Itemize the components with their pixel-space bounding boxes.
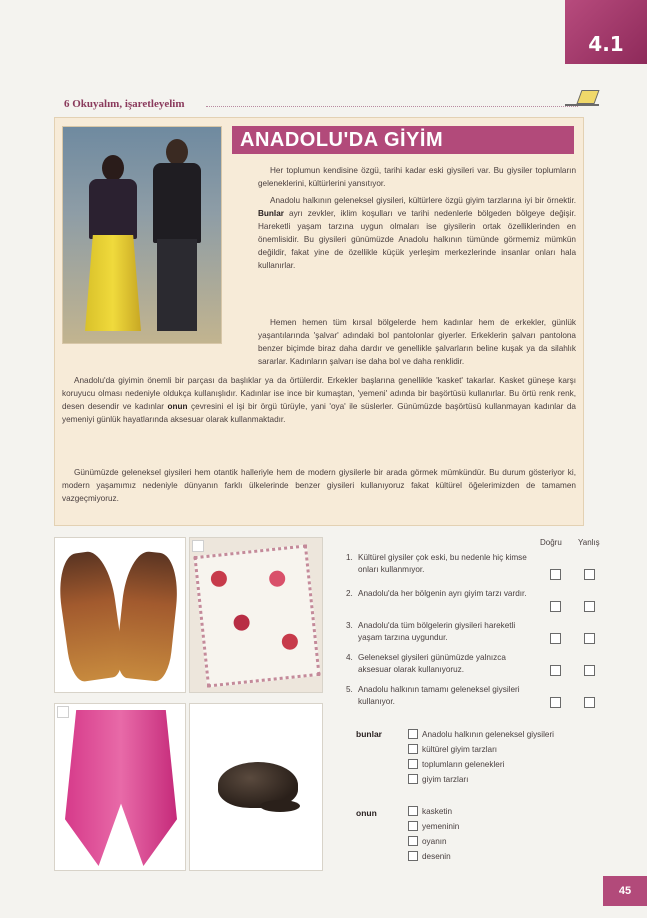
false-header: Yanlış xyxy=(578,538,600,547)
paragraph-3 xyxy=(62,316,576,368)
paragraph-2 xyxy=(258,194,576,272)
question-1: 1. Kültürel giysiler çok eski, bu nedenle hiç kimse onları kullanmıyor. xyxy=(346,553,527,574)
q2-false-checkbox[interactable] xyxy=(584,601,595,612)
q1-true-checkbox[interactable] xyxy=(550,569,561,580)
paragraph-2-b: ayrı zevkler, iklim koşulları ve tarihi nedenlerle bölgeden bölgeye değişir. Hareketli yaşam tarzına uygun olmaları ise giysilerin ortak özelliklerinden en önemlisidir. Bu giysileri günümüzde Anadolu halkının tümünde görmemiz mümkün değildir, fakat yine de özellikle küçük yerleşim merkezlerinde insanlar onları hala kullanırlar. xyxy=(258,209,576,270)
photo-corner xyxy=(192,540,204,552)
paragraph-4-a: Anadolu'da giyimin önemli bir parçası da başlıklar ya da örtülerdir. Erkekler başlarına genellikle 'kasket' takarlar. Kasket güneşe karşı koruyucu olması nedeniyle oldukça kullanışlıdır. Kadınlar ise ince bir kumaştan, 'yemeni' adında bir başörtüsü kullanırlar. Bu örtü renk renk, desen desendir ve kadınlar xyxy=(62,376,576,411)
onun-option-2[interactable]: yemeninin xyxy=(408,821,459,832)
q4-true-checkbox[interactable] xyxy=(550,665,561,676)
checkbox[interactable] xyxy=(408,821,418,831)
checkbox[interactable] xyxy=(408,729,418,739)
onun-option-4[interactable]: desenin xyxy=(408,851,451,862)
bunlar-option-3[interactable]: toplumların gelenekleri xyxy=(408,759,504,770)
paragraph-4-b: çevresini el işi bir örgü türüyle, yani 'oya' ile süslerler. Günümüzde başörtüsü kullanmayan kadınlar da yemeniyi günlük hayatlarında aksesuar olarak kullanmaktadır. xyxy=(62,402,576,424)
bunlar-option-4[interactable]: giyim tarzları xyxy=(408,774,468,785)
woman-figure xyxy=(85,155,141,335)
section-heading: 6 Okuyalım, işaretleyelim xyxy=(64,98,185,110)
section-divider xyxy=(206,106,578,107)
question-4: 4. Geleneksel giysileri günümüzde yalnızca aksesuar olarak kullanıyoruz. xyxy=(346,653,506,674)
photo-corner xyxy=(57,706,69,718)
q5-false-checkbox[interactable] xyxy=(584,697,595,708)
bunlar-option-1[interactable]: Anadolu halkının geleneksel giysileri xyxy=(408,729,554,740)
couple-photo xyxy=(62,126,222,344)
unit-tab xyxy=(565,0,647,64)
q5-true-checkbox[interactable] xyxy=(550,697,561,708)
bunlar-option-2[interactable]: kültürel giyim tarzları xyxy=(408,744,497,755)
checkbox[interactable] xyxy=(408,774,418,784)
paragraph-5: Günümüzde geleneksel giysileri hem otantik halleriyle hem de modern giysilerle bir arada görmek mümkündür. Bu durum gösteriyor ki, modern yaşamımız nedeniyle dünyanın farklı ülkelerinde benzer giysileri kullanıyoruz fakat kültürel öğelerimizden de tamamen vazgeçmiyoruz. xyxy=(62,468,576,503)
checkbox[interactable] xyxy=(408,759,418,769)
question-3: 3. Anadolu'da tüm bölgelerin giysileri hareketli yaşam tarzına uygundur. xyxy=(346,621,516,642)
pencil-icon xyxy=(565,90,599,106)
shoes-photo xyxy=(54,537,186,693)
paragraph-4 xyxy=(62,374,576,426)
onun-option-3[interactable]: oyanın xyxy=(408,836,447,847)
salvar-photo xyxy=(54,703,186,871)
question-5: 5. Anadolu halkının tamamı geleneksel giysileri kullanıyor. xyxy=(346,685,520,706)
q4-false-checkbox[interactable] xyxy=(584,665,595,676)
ref-label-onun: onun xyxy=(356,808,377,818)
page-number: 45 xyxy=(603,876,647,906)
q1-false-checkbox[interactable] xyxy=(584,569,595,580)
q3-true-checkbox[interactable] xyxy=(550,633,561,644)
paragraph-3-text: Hemen hemen tüm kırsal bölgelerde hem kadınlar hem de erkekler, günlük yaşantılarında 'şalvar' adındaki bol pantolonlar giyerler. Erkeklerin şalvarı pantolona benzer biçimde biraz daha dardır ve genellikle şalvarların beline kuşak ya da silahlık sararlar. Kadınların şalvarı ise daha bol ve daha renklidir. xyxy=(258,318,576,366)
checkbox[interactable] xyxy=(408,806,418,816)
checkbox[interactable] xyxy=(408,836,418,846)
ref-label-bunlar: bunlar xyxy=(356,729,382,739)
true-header: Doğru xyxy=(540,538,562,547)
question-2: 2. Anadolu'da her bölgenin ayrı giyim tarzı vardır. xyxy=(346,589,527,598)
unit-number: 4.1 xyxy=(588,32,624,56)
paragraph-2-a: Anadolu halkının geleneksel giysileri, kültürlere özgü giyim tarzlarına iyi bir örnektir. xyxy=(270,196,576,205)
onun-option-1[interactable]: kasketin xyxy=(408,806,452,817)
q3-false-checkbox[interactable] xyxy=(584,633,595,644)
q2-true-checkbox[interactable] xyxy=(550,601,561,612)
man-figure xyxy=(149,139,205,335)
scarf-photo xyxy=(189,537,323,693)
keyword-bunlar: Bunlar xyxy=(258,209,284,218)
checkbox[interactable] xyxy=(408,851,418,861)
paragraph-1: Her toplumun kendisine özgü, tarihi kadar eski giysileri var. Bu giysiler toplumların geleneklerini, kültürlerini yansıtıyor. xyxy=(258,166,576,188)
checkbox[interactable] xyxy=(408,744,418,754)
cap-photo xyxy=(189,703,323,871)
keyword-onun: onun xyxy=(167,402,188,411)
page-title: ANADOLU'DA GİYİM xyxy=(240,129,444,151)
